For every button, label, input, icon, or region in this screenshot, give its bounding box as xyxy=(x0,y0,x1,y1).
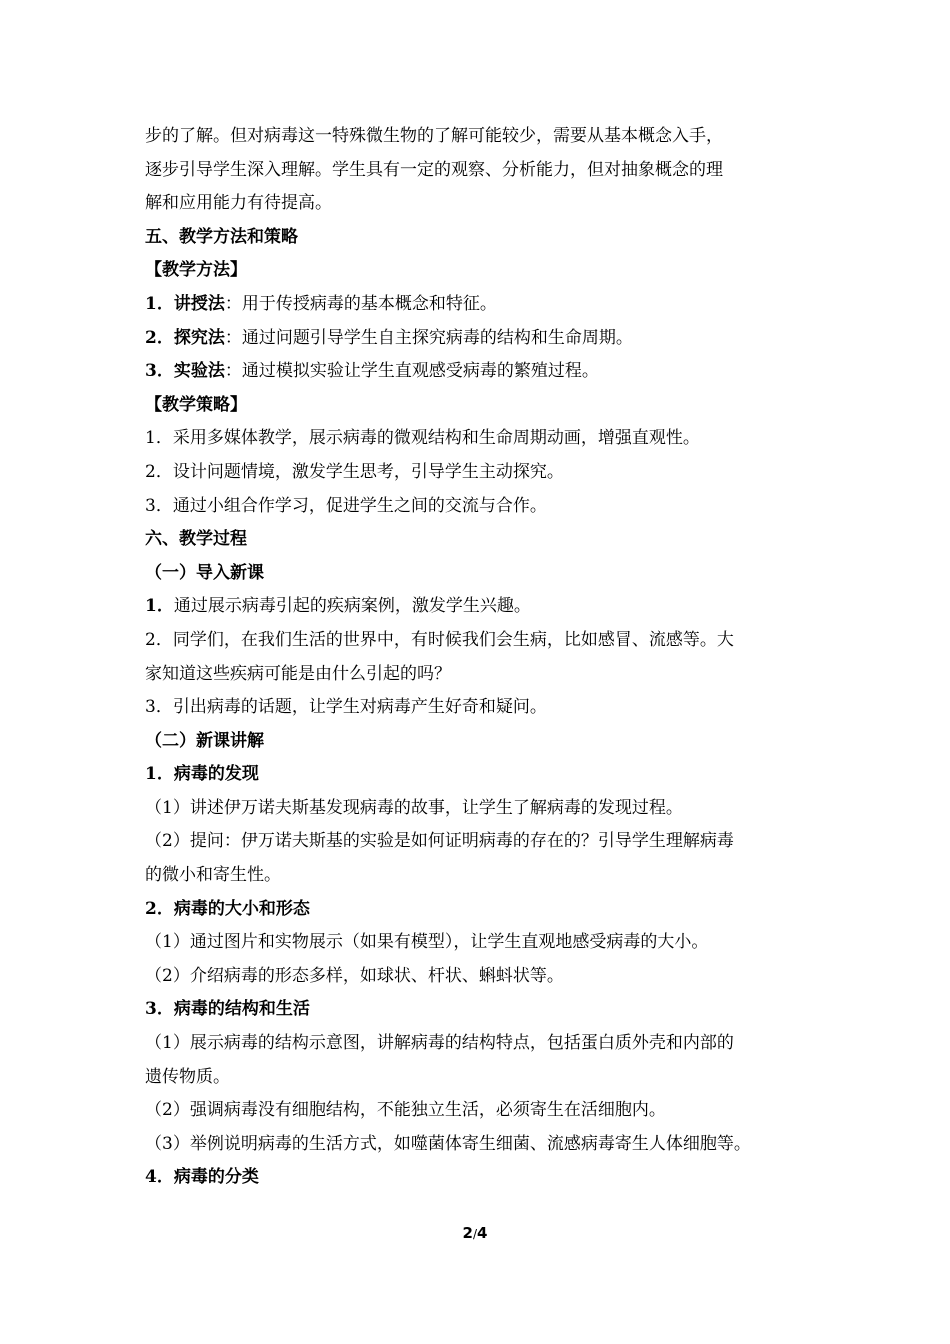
text-line xyxy=(145,859,810,893)
page-total: 4 xyxy=(477,1224,488,1242)
page-body xyxy=(145,120,810,1195)
line-text: 解和应用能力有待提高。 xyxy=(145,193,332,214)
text-line xyxy=(145,960,810,994)
line-text: 2．病毒的大小和形态 xyxy=(145,898,310,919)
line-text: 遗传物质。 xyxy=(145,1066,230,1087)
page-number xyxy=(0,1224,950,1242)
line-text: （1）通过图片和实物展示（如果有模型），让学生直观地感受病毒的大小。 xyxy=(145,932,709,953)
heading-line xyxy=(145,557,810,591)
heading-line xyxy=(145,523,810,557)
line-text: 五、教学方法和策略 xyxy=(145,226,298,247)
line-lead: 3．实验法 xyxy=(145,361,225,382)
line-text: ：用于传授病毒的基本概念和特征。 xyxy=(224,293,497,314)
heading-line xyxy=(145,758,810,792)
line-text: （3）举例说明病毒的生活方式，如噬菌体寄生细菌、流感病毒寄生人体细胞等。 xyxy=(145,1133,751,1154)
line-text: （2）介绍病毒的形态多样，如球状、杆状、蝌蚪状等。 xyxy=(145,965,564,986)
line-text: 3．通过小组合作学习，促进学生之间的交流与合作。 xyxy=(145,495,547,516)
line-text: （2）提问：伊万诺夫斯基的实验是如何证明病毒的存在的？引导学生理解病毒 xyxy=(145,831,734,852)
text-line xyxy=(145,422,810,456)
line-text: 【教学方法】 xyxy=(145,260,247,281)
text-line xyxy=(145,120,810,154)
line-text: （2）强调病毒没有细胞结构，不能独立生活，必须寄生在活细胞内。 xyxy=(145,1100,666,1121)
text-line xyxy=(145,1128,810,1162)
line-text: （一）导入新课 xyxy=(145,562,264,583)
line-text: 2．设计问题情境，激发学生思考，引导学生主动探究。 xyxy=(145,461,564,482)
line-text: 【教学策略】 xyxy=(145,394,247,415)
text-line xyxy=(145,322,810,356)
line-text: （二）新课讲解 xyxy=(145,730,264,751)
text-line xyxy=(145,926,810,960)
line-text: 3．病毒的结构和生活 xyxy=(145,999,310,1020)
text-line xyxy=(145,187,810,221)
text-line xyxy=(145,288,810,322)
line-lead: 1． xyxy=(145,596,174,617)
heading-line xyxy=(145,1161,810,1195)
line-text: 通过展示病毒引起的疾病案例，激发学生兴趣。 xyxy=(173,596,531,617)
text-line xyxy=(145,1061,810,1095)
line-text: 4．病毒的分类 xyxy=(145,1167,259,1188)
line-text: 家知道这些疾病可能是由什么引起的吗？ xyxy=(145,663,451,684)
line-text: 1．病毒的发现 xyxy=(145,764,259,785)
heading-line xyxy=(145,389,810,423)
text-line xyxy=(145,691,810,725)
line-lead: 2．探究法 xyxy=(145,327,225,348)
text-line xyxy=(145,154,810,188)
text-line xyxy=(145,792,810,826)
line-text: 的微小和寄生性。 xyxy=(145,865,281,886)
text-line xyxy=(145,355,810,389)
text-line xyxy=(145,1027,810,1061)
line-text: 2．同学们，在我们生活的世界中，有时候我们会生病，比如感冒、流感等。大 xyxy=(145,629,734,650)
text-line xyxy=(145,825,810,859)
line-text: ：通过问题引导学生自主探究病毒的结构和生命周期。 xyxy=(224,327,633,348)
text-line xyxy=(145,456,810,490)
text-line xyxy=(145,490,810,524)
text-line xyxy=(145,1094,810,1128)
heading-line xyxy=(145,893,810,927)
line-text: 3．引出病毒的话题，让学生对病毒产生好奇和疑问。 xyxy=(145,697,547,718)
line-text: 逐步引导学生深入理解。学生具有一定的观察、分析能力，但对抽象概念的理 xyxy=(145,159,723,180)
heading-line xyxy=(145,725,810,759)
line-text: 1．采用多媒体教学，展示病毒的微观结构和生命周期动画，增强直观性。 xyxy=(145,428,700,449)
page-current: 2 xyxy=(462,1224,473,1242)
heading-line xyxy=(145,221,810,255)
line-lead: 1．讲授法 xyxy=(145,293,225,314)
line-text: 六、教学过程 xyxy=(145,529,247,550)
line-text: （1）展示病毒的结构示意图，讲解病毒的结构特点，包括蛋白质外壳和内部的 xyxy=(145,1033,734,1054)
heading-line xyxy=(145,254,810,288)
text-line xyxy=(145,624,810,658)
page-separator: / xyxy=(472,1227,478,1241)
heading-line xyxy=(145,993,810,1027)
text-line xyxy=(145,590,810,624)
line-text: ：通过模拟实验让学生直观感受病毒的繁殖过程。 xyxy=(224,361,599,382)
line-text: 步的了解。但对病毒这一特殊微生物的了解可能较少，需要从基本概念入手， xyxy=(145,126,723,146)
line-text: （1）讲述伊万诺夫斯基发现病毒的故事，让学生了解病毒的发现过程。 xyxy=(145,797,683,818)
text-line xyxy=(145,658,810,692)
